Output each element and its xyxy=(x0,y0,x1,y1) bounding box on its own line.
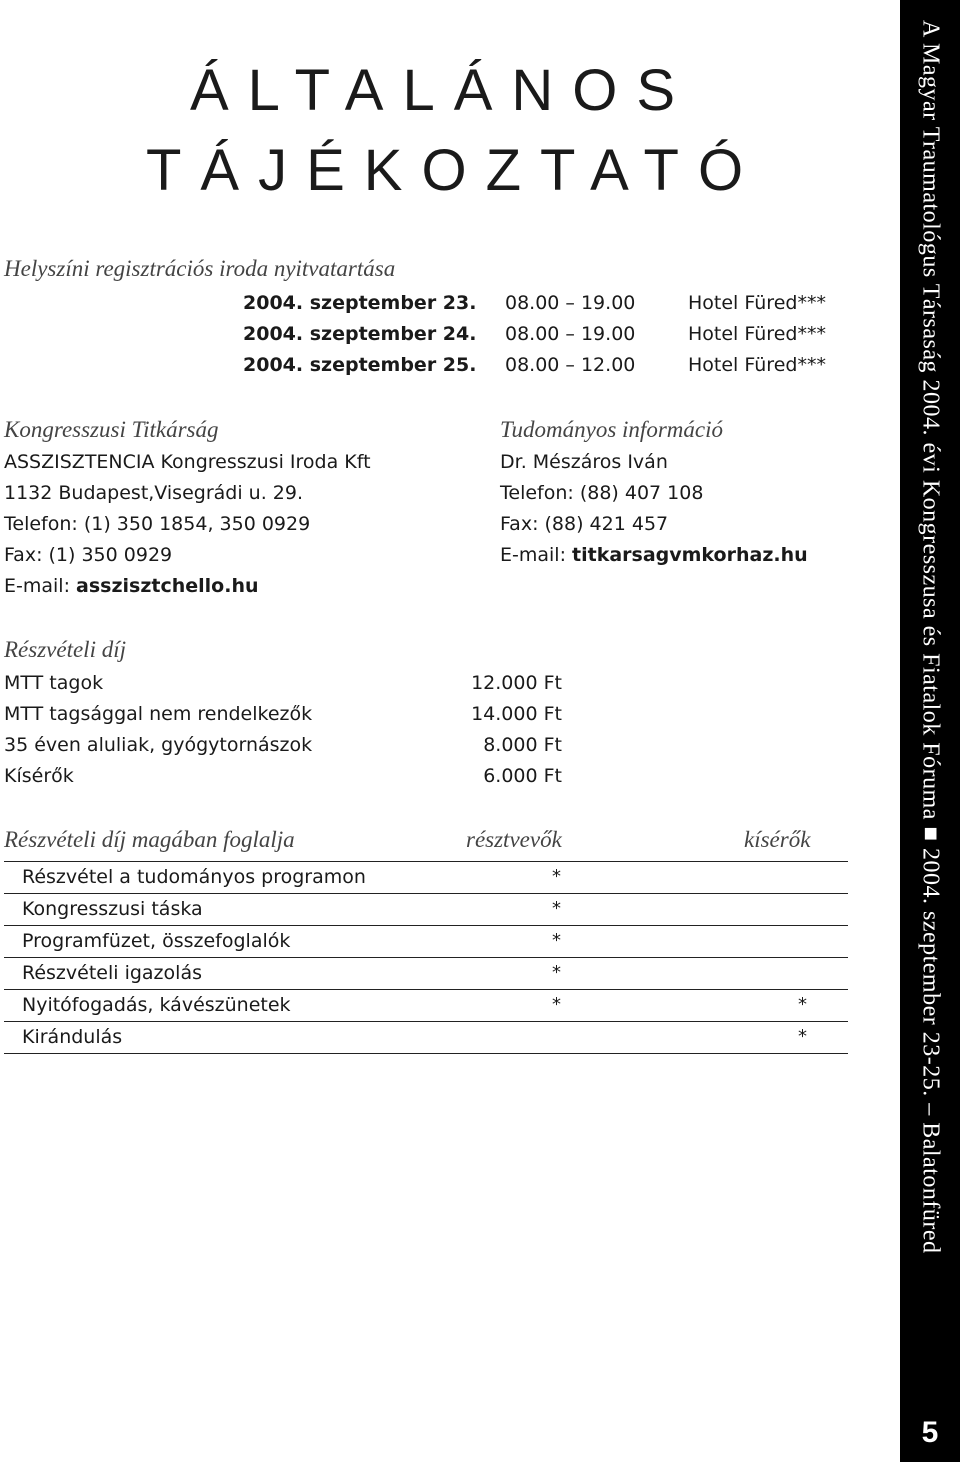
includes-p-4: * xyxy=(552,962,561,983)
includes-rule-6 xyxy=(4,1053,848,1054)
includes-col-participants: résztvevők xyxy=(466,827,562,852)
page-title-line1: ÁLTALÁNOS xyxy=(190,58,695,123)
scientific-heading: Tudományos információ xyxy=(500,417,723,442)
includes-p-2: * xyxy=(552,898,561,919)
includes-label-2: Kongresszusi táska xyxy=(22,898,203,920)
secretariat-email-link[interactable]: asszisztchello.hu xyxy=(76,575,259,597)
fee-label-4: Kísérők xyxy=(4,765,74,787)
includes-p-5: * xyxy=(552,994,561,1015)
includes-label-1: Részvétel a tudományos programon xyxy=(22,866,366,888)
includes-col-companions: kísérők xyxy=(744,827,811,852)
registration-time-2: 08.00 – 19.00 xyxy=(505,323,636,345)
scientific-email-link[interactable]: titkarsagvmkorhaz.hu xyxy=(572,544,808,566)
fee-label-3: 35 éven aluliak, gyógytornászok xyxy=(4,734,313,756)
includes-p-3: * xyxy=(552,930,561,951)
secretariat-line1: ASSZISZTENCIA Kongresszusi Iroda Kft xyxy=(4,451,371,473)
includes-rule-0 xyxy=(4,861,848,862)
secretariat-line4: Fax: (1) 350 0929 xyxy=(4,544,173,566)
registration-time-3: 08.00 – 12.00 xyxy=(505,354,636,376)
secretariat-email-row xyxy=(4,575,259,597)
includes-label-5: Nyitófogadás, kávészünetek xyxy=(22,994,291,1016)
registration-date-1: 2004. szeptember 23. xyxy=(243,292,477,314)
includes-rule-4 xyxy=(4,989,848,990)
registration-time-1: 08.00 – 19.00 xyxy=(505,292,636,314)
fee-label-2: MTT tagsággal nem rendelkezők xyxy=(4,703,313,725)
page-number: 5 xyxy=(921,1416,939,1449)
registration-heading: Helyszíni regisztrációs iroda nyitvatartása xyxy=(4,256,396,281)
secretariat-line3: Telefon: (1) 350 1854, 350 0929 xyxy=(4,513,311,535)
scientific-email-label: E-mail: xyxy=(500,544,573,566)
sidebar-running-title: A Magyar Traumatológus Társaság 2004. évi Kongresszusa és Fiatalok Fóruma ■ 2004. szeptember 23-25. – Balatonfüred xyxy=(917,20,944,1254)
registration-place-2: Hotel Füred*** xyxy=(688,323,826,345)
fee-amount-3: 8.000 Ft xyxy=(483,734,562,756)
includes-heading: Részvételi díj magában foglalja xyxy=(4,827,295,852)
registration-place-1: Hotel Füred*** xyxy=(688,292,826,314)
fee-amount-4: 6.000 Ft xyxy=(483,765,562,787)
includes-c-5: * xyxy=(798,994,807,1015)
registration-date-3: 2004. szeptember 25. xyxy=(243,354,477,376)
scientific-line2: Telefon: (88) 407 108 xyxy=(500,482,704,504)
includes-label-4: Részvételi igazolás xyxy=(22,962,202,984)
fee-label-1: MTT tagok xyxy=(4,672,104,694)
registration-date-2: 2004. szeptember 24. xyxy=(243,323,477,345)
includes-label-3: Programfüzet, összefoglalók xyxy=(22,930,291,952)
includes-c-6: * xyxy=(798,1026,807,1047)
includes-label-6: Kirándulás xyxy=(22,1026,123,1048)
includes-rule-5 xyxy=(4,1021,848,1022)
scientific-line1: Dr. Mészáros Iván xyxy=(500,451,668,473)
includes-p-1: * xyxy=(552,866,561,887)
includes-rule-2 xyxy=(4,925,848,926)
fee-amount-2: 14.000 Ft xyxy=(471,703,562,725)
scientific-line3: Fax: (88) 421 457 xyxy=(500,513,669,535)
scientific-email-row xyxy=(500,544,808,566)
fee-amount-1: 12.000 Ft xyxy=(471,672,562,694)
secretariat-email-label: E-mail: xyxy=(4,575,77,597)
fees-heading: Részvételi díj xyxy=(4,637,126,662)
includes-rule-1 xyxy=(4,893,848,894)
secretariat-heading: Kongresszusi Titkárság xyxy=(4,417,219,442)
secretariat-line2: 1132 Budapest,Visegrádi u. 29. xyxy=(4,482,303,504)
includes-rule-3 xyxy=(4,957,848,958)
page-title-line2: TÁJÉKOZTATÓ xyxy=(146,138,763,203)
registration-place-3: Hotel Füred*** xyxy=(688,354,826,376)
